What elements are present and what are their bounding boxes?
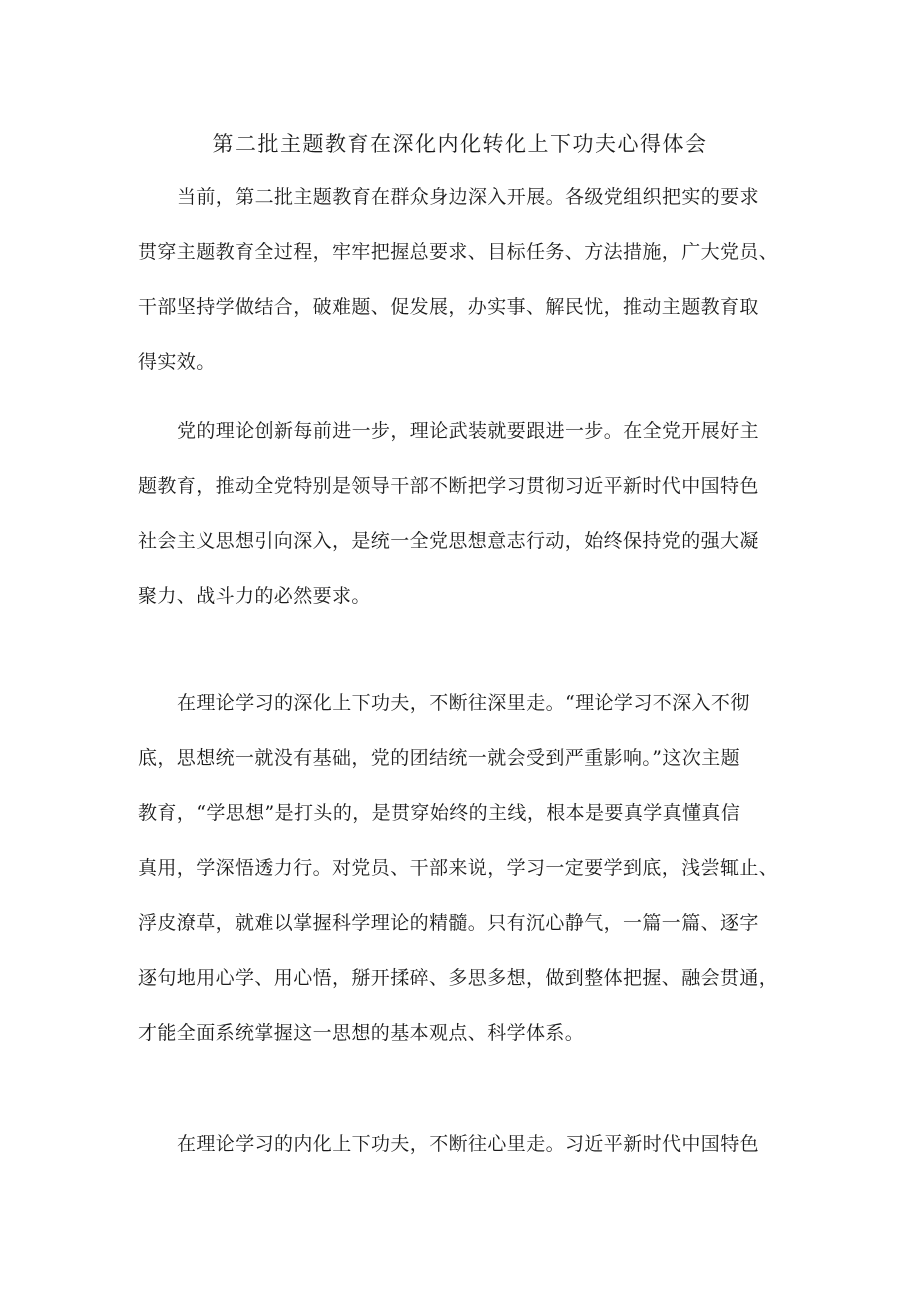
paragraph-line: 在理论学习的深化上下功夫，不断往深里走。“理论学习不深入不彻 xyxy=(177,692,750,714)
document-title: 第二批主题教育在深化内化转化上下功夫心得体会 xyxy=(212,132,708,156)
paragraph-line: 底，思想统一就没有基础，党的团结统一就会受到严重影响。”这次主题 xyxy=(138,747,741,769)
paragraph-line: 当前，第二批主题教育在群众身边深入开展。各级党组织把实的要求 xyxy=(177,186,760,208)
paragraph-line: 题教育，推动全党特别是领导干部不断把学习贯彻习近平新时代中国特色 xyxy=(138,475,759,497)
paragraph-line: 贯穿主题教育全过程，牢牢把握总要求、目标任务、方法措施，广大党员、 xyxy=(138,241,779,263)
paragraph-line: 党的理论创新每前进一步，理论武装就要跟进一步。在全党开展好主 xyxy=(177,420,760,442)
paragraph-line: 社会主义思想引向深入，是统一全党思想意志行动，始终保持党的强大凝 xyxy=(138,530,759,552)
paragraph-line: 才能全面系统掌握这一思想的基本观点、科学体系。 xyxy=(138,1022,585,1044)
paragraph-line: 教育，“学思想”是打头的，是贯穿始终的主线，根本是要真学真懂真信 xyxy=(138,802,741,824)
paragraph-2 xyxy=(138,404,798,624)
paragraph-line: 得实效。 xyxy=(138,351,216,373)
paragraph-line: 聚力、战斗力的必然要求。 xyxy=(138,585,371,607)
paragraph-line: 在理论学习的内化上下功夫，不断往心里走。习近平新时代中国特色 xyxy=(177,1133,760,1155)
paragraph-1 xyxy=(138,170,798,390)
paragraph-line: 浮皮潦草，就难以掌握科学理论的精髓。只有沉心静气，一篇一篇、逐字 xyxy=(138,912,759,934)
paragraph-line: 干部坚持学做结合，破难题、促发展，办实事、解民忧，推动主题教育取 xyxy=(138,296,759,318)
paragraph-line: 真用，学深悟透力行。对党员、干部来说，学习一定要学到底，浅尝辄止、 xyxy=(138,857,779,879)
paragraph-4 xyxy=(138,1117,798,1172)
paragraph-3 xyxy=(138,676,798,1061)
paragraph-line: 逐句地用心学、用心悟，掰开揉碎、多思多想，做到整体把握、融会贯通， xyxy=(138,967,779,989)
